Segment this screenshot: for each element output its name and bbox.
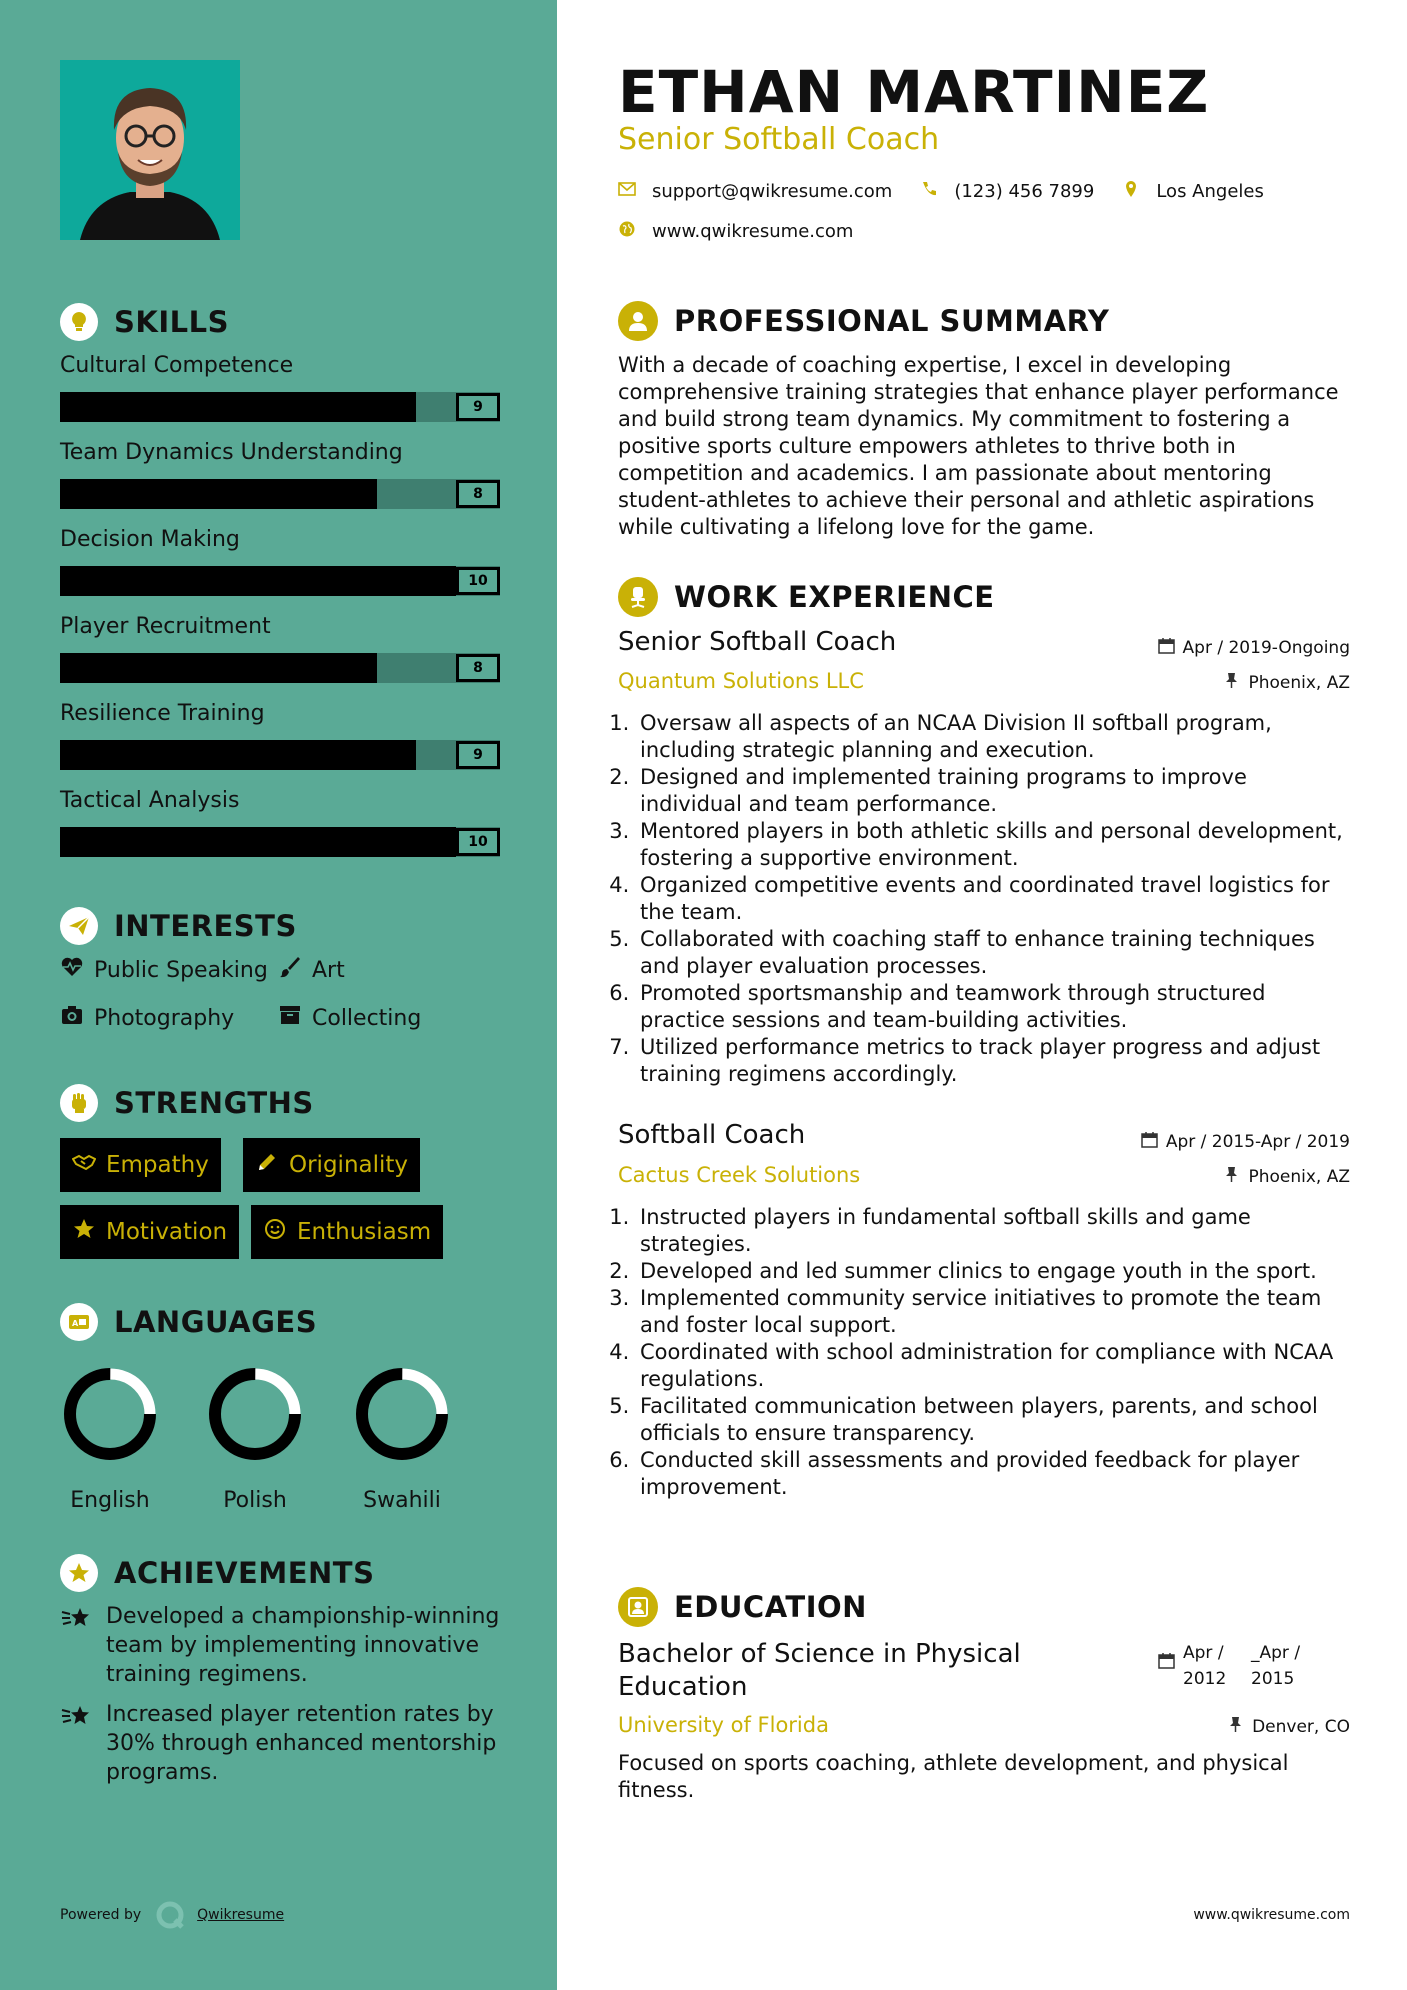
skill-item (60, 437, 500, 509)
education-location-text: Denver, CO (1252, 1717, 1350, 1737)
pushpin-icon (1227, 1716, 1252, 1738)
achievement-text: Developed a championship-winning team by implementing innovative training regimens. (106, 1604, 500, 1687)
interest-label: Collecting (312, 1005, 422, 1031)
skills-header (60, 302, 500, 342)
skill-score: 9 (456, 741, 500, 769)
skill-name: Team Dynamics Understanding (60, 440, 403, 465)
user-icon (618, 301, 658, 341)
skill-item (60, 611, 500, 683)
skill-bar (60, 827, 500, 857)
education-description: Focused on sports coaching, athlete development, and physical fitness. (618, 1751, 1289, 1802)
skill-name: Resilience Training (60, 701, 265, 726)
skill-score: 8 (456, 480, 500, 508)
candidate-role: Senior Softball Coach (618, 122, 940, 157)
website-link[interactable]: www.qwikresume.com (652, 221, 854, 242)
language-name: Swahili (363, 1488, 441, 1513)
education-title: EDUCATION (674, 1590, 867, 1624)
education-start: Apr / 2012 (1183, 1643, 1227, 1689)
skill-bar-fill (60, 827, 456, 857)
duty-item: 2. Developed and led summer clinics to engage youth in the sport. (636, 1258, 1350, 1285)
education-location (1227, 1716, 1350, 1738)
summary-title: PROFESSIONAL SUMMARY (674, 304, 1110, 338)
svg-text:A: A (72, 1319, 79, 1328)
strengths-section (60, 1083, 500, 1123)
language-name: English (70, 1488, 150, 1513)
experience-header (618, 576, 995, 618)
job-duties-list (618, 1204, 1350, 1501)
duty-item: 3. Mentored players in both athletic skills and personal development, fostering a supportive environment. (636, 818, 1350, 872)
sidebar (0, 0, 557, 1990)
duty-item: 6. Conducted skill assessments and provided feedback for player improvement. (636, 1447, 1350, 1501)
raised-fist-icon (60, 1084, 98, 1122)
strengths-header (60, 1083, 500, 1123)
skill-bar (60, 740, 500, 770)
education-end: _Apr / 2015 (1251, 1643, 1301, 1689)
achievements-title: ACHIEVEMENTS (114, 1556, 375, 1590)
qwikresume-logo-icon (155, 1900, 185, 1930)
skill-item (60, 524, 500, 596)
powered-by (60, 1900, 284, 1930)
summary-text: With a decade of coaching expertise, I excel in developing comprehensive training strategies that enhance player performance and build strong team dynamics. My commitment to fostering a positive sports culture empowers athletes to thrive both in competition and academics. I am passionate about mentoring student-athletes to achieve their personal and athletic aspirations while cultivating a lifelong love for the game. (618, 353, 1339, 539)
achievement-item (60, 1700, 500, 1787)
skills-section (60, 302, 500, 342)
qwikresume-link[interactable]: Qwikresume (197, 1907, 285, 1923)
duty-item: 4. Coordinated with school administration for compliance with NCAA regulations. (636, 1339, 1350, 1393)
skill-item (60, 785, 500, 857)
skill-bar (60, 566, 500, 596)
languages-section (60, 1302, 500, 1342)
office-chair-icon (618, 577, 658, 617)
job-dates-text: Apr / 2019-Ongoing (1182, 638, 1350, 658)
interests-title: INTERESTS (114, 909, 297, 943)
phone-number[interactable]: (123) 456 7899 (954, 181, 1095, 202)
interest-art (278, 955, 345, 985)
phone-icon (920, 180, 954, 203)
calendar-icon (1141, 1131, 1166, 1153)
language-name: Polish (223, 1488, 287, 1513)
skill-bar-fill (60, 566, 456, 596)
language-item (195, 1364, 315, 1513)
interest-label: Photography (94, 1005, 235, 1031)
pushpin-icon (1223, 1166, 1248, 1188)
paintbrush-icon (278, 955, 312, 985)
strength-enthusiasm (251, 1205, 443, 1259)
powered-by-label: Powered by (60, 1907, 142, 1923)
archive-box-icon (278, 1003, 312, 1033)
job-title: Softball Coach (618, 1120, 806, 1150)
strength-label: Originality (289, 1152, 409, 1178)
job-dates (1158, 637, 1350, 659)
education-header (618, 1586, 867, 1628)
degree-title: Bachelor of Science in Physical Education (618, 1639, 1021, 1702)
smile-icon (263, 1217, 297, 1247)
skill-score: 10 (456, 567, 500, 595)
duty-item: 1. Instructed players in fundamental softball skills and game strategies. (636, 1204, 1350, 1258)
interest-label: Public Speaking (94, 957, 268, 983)
skill-bar (60, 392, 500, 422)
location-text: Los Angeles (1156, 181, 1264, 202)
job-location-text: Phoenix, AZ (1248, 673, 1350, 693)
job-title: Senior Softball Coach (618, 627, 897, 657)
skill-bar-fill (60, 740, 416, 770)
job-dates (1141, 1131, 1350, 1153)
star-badge-icon (60, 1554, 98, 1592)
company-name: Quantum Solutions LLC (618, 669, 864, 693)
strength-label: Enthusiasm (297, 1219, 432, 1245)
job-duties-list (618, 710, 1350, 1088)
job-location (1223, 672, 1350, 694)
pencil-icon (255, 1150, 289, 1180)
strength-label: Motivation (106, 1219, 228, 1245)
summary-header (618, 300, 1109, 342)
skill-bar-fill (60, 479, 377, 509)
language-level-ring (352, 1364, 452, 1464)
skill-bar (60, 653, 500, 683)
language-level-ring (60, 1364, 160, 1464)
contact-row (618, 180, 1264, 203)
globe-icon (618, 220, 652, 243)
interest-photography (60, 1003, 234, 1033)
duty-item: 7. Utilized performance metrics to track player progress and adjust training regimens accordingly. (636, 1034, 1350, 1088)
skill-score: 8 (456, 654, 500, 682)
languages-title: LANGUAGES (114, 1305, 318, 1339)
interest-public-speaking (60, 955, 268, 985)
strength-label: Empathy (106, 1152, 209, 1178)
language-item (50, 1364, 170, 1513)
star-icon (72, 1217, 106, 1247)
shooting-star-icon (60, 1700, 106, 1787)
school-name: University of Florida (618, 1713, 829, 1737)
skill-bar-fill (60, 392, 416, 422)
shooting-star-icon (60, 1602, 106, 1689)
interests-header (60, 906, 500, 946)
calendar-icon (1158, 637, 1183, 659)
skill-score: 9 (456, 393, 500, 421)
company-name: Cactus Creek Solutions (618, 1163, 861, 1187)
skills-title: SKILLS (114, 305, 229, 339)
camera-icon (60, 1003, 94, 1033)
duty-item: 6. Promoted sportsmanship and teamwork through structured practice sessions and team-building activities. (636, 980, 1350, 1034)
paper-plane-icon (60, 907, 98, 945)
skills-list (60, 350, 500, 870)
strength-originality (243, 1138, 420, 1192)
footer-website[interactable]: www.qwikresume.com (1193, 1907, 1350, 1923)
strength-empathy (60, 1138, 221, 1192)
duty-item: 4. Organized competitive events and coordinated travel logistics for the team. (636, 872, 1350, 926)
profile-photo (60, 60, 240, 240)
envelope-icon (618, 180, 652, 203)
heartbeat-icon (60, 955, 94, 985)
skill-score: 10 (456, 828, 500, 856)
duty-item: 2. Designed and implemented training programs to improve individual and team performance. (636, 764, 1350, 818)
achievements-header (60, 1553, 500, 1593)
lightbulb-icon (60, 303, 98, 341)
duty-item: 3. Implemented community service initiatives to promote the team and foster local support. (636, 1285, 1350, 1339)
pushpin-icon (1223, 672, 1248, 694)
skill-name: Player Recruitment (60, 614, 271, 639)
duty-item: 1. Oversaw all aspects of an NCAA Division II softball program, including strategic planning and execution. (636, 710, 1350, 764)
handshake-icon (72, 1150, 106, 1180)
strength-motivation (60, 1205, 239, 1259)
education-dates (1158, 1640, 1319, 1692)
email-link[interactable]: support@qwikresume.com (652, 181, 893, 202)
experience-title: WORK EXPERIENCE (674, 580, 995, 614)
job-location (1223, 1166, 1350, 1188)
graduate-icon (618, 1587, 658, 1627)
skill-name: Tactical Analysis (60, 788, 240, 813)
language-card-icon (60, 1303, 98, 1341)
duty-item: 5. Facilitated communication between players, parents, and school officials to ensure transparency. (636, 1393, 1350, 1447)
map-pin-icon (1122, 180, 1156, 203)
achievement-text: Increased player retention rates by 30% through enhanced mentorship programs. (106, 1702, 497, 1785)
interests-section (60, 906, 500, 946)
calendar-icon (1158, 1640, 1183, 1677)
achievements-section (60, 1553, 500, 1593)
skill-name: Cultural Competence (60, 353, 294, 378)
strengths-title: STRENGTHS (114, 1086, 314, 1120)
job-dates-text: Apr / 2015-Apr / 2019 (1165, 1132, 1350, 1152)
language-item (342, 1364, 462, 1513)
skill-item (60, 350, 500, 422)
candidate-name: ETHAN MARTINEZ (618, 58, 1210, 126)
website-row (618, 220, 853, 243)
interest-label: Art (312, 957, 345, 983)
interest-collecting (278, 1003, 421, 1033)
skill-bar (60, 479, 500, 509)
achievement-item (60, 1602, 500, 1689)
skill-name: Decision Making (60, 527, 240, 552)
skill-bar-fill (60, 653, 377, 683)
language-level-ring (205, 1364, 305, 1464)
job-location-text: Phoenix, AZ (1248, 1167, 1350, 1187)
languages-header (60, 1302, 500, 1342)
skill-item (60, 698, 500, 770)
duty-item: 5. Collaborated with coaching staff to enhance training techniques and player evaluation processes. (636, 926, 1350, 980)
